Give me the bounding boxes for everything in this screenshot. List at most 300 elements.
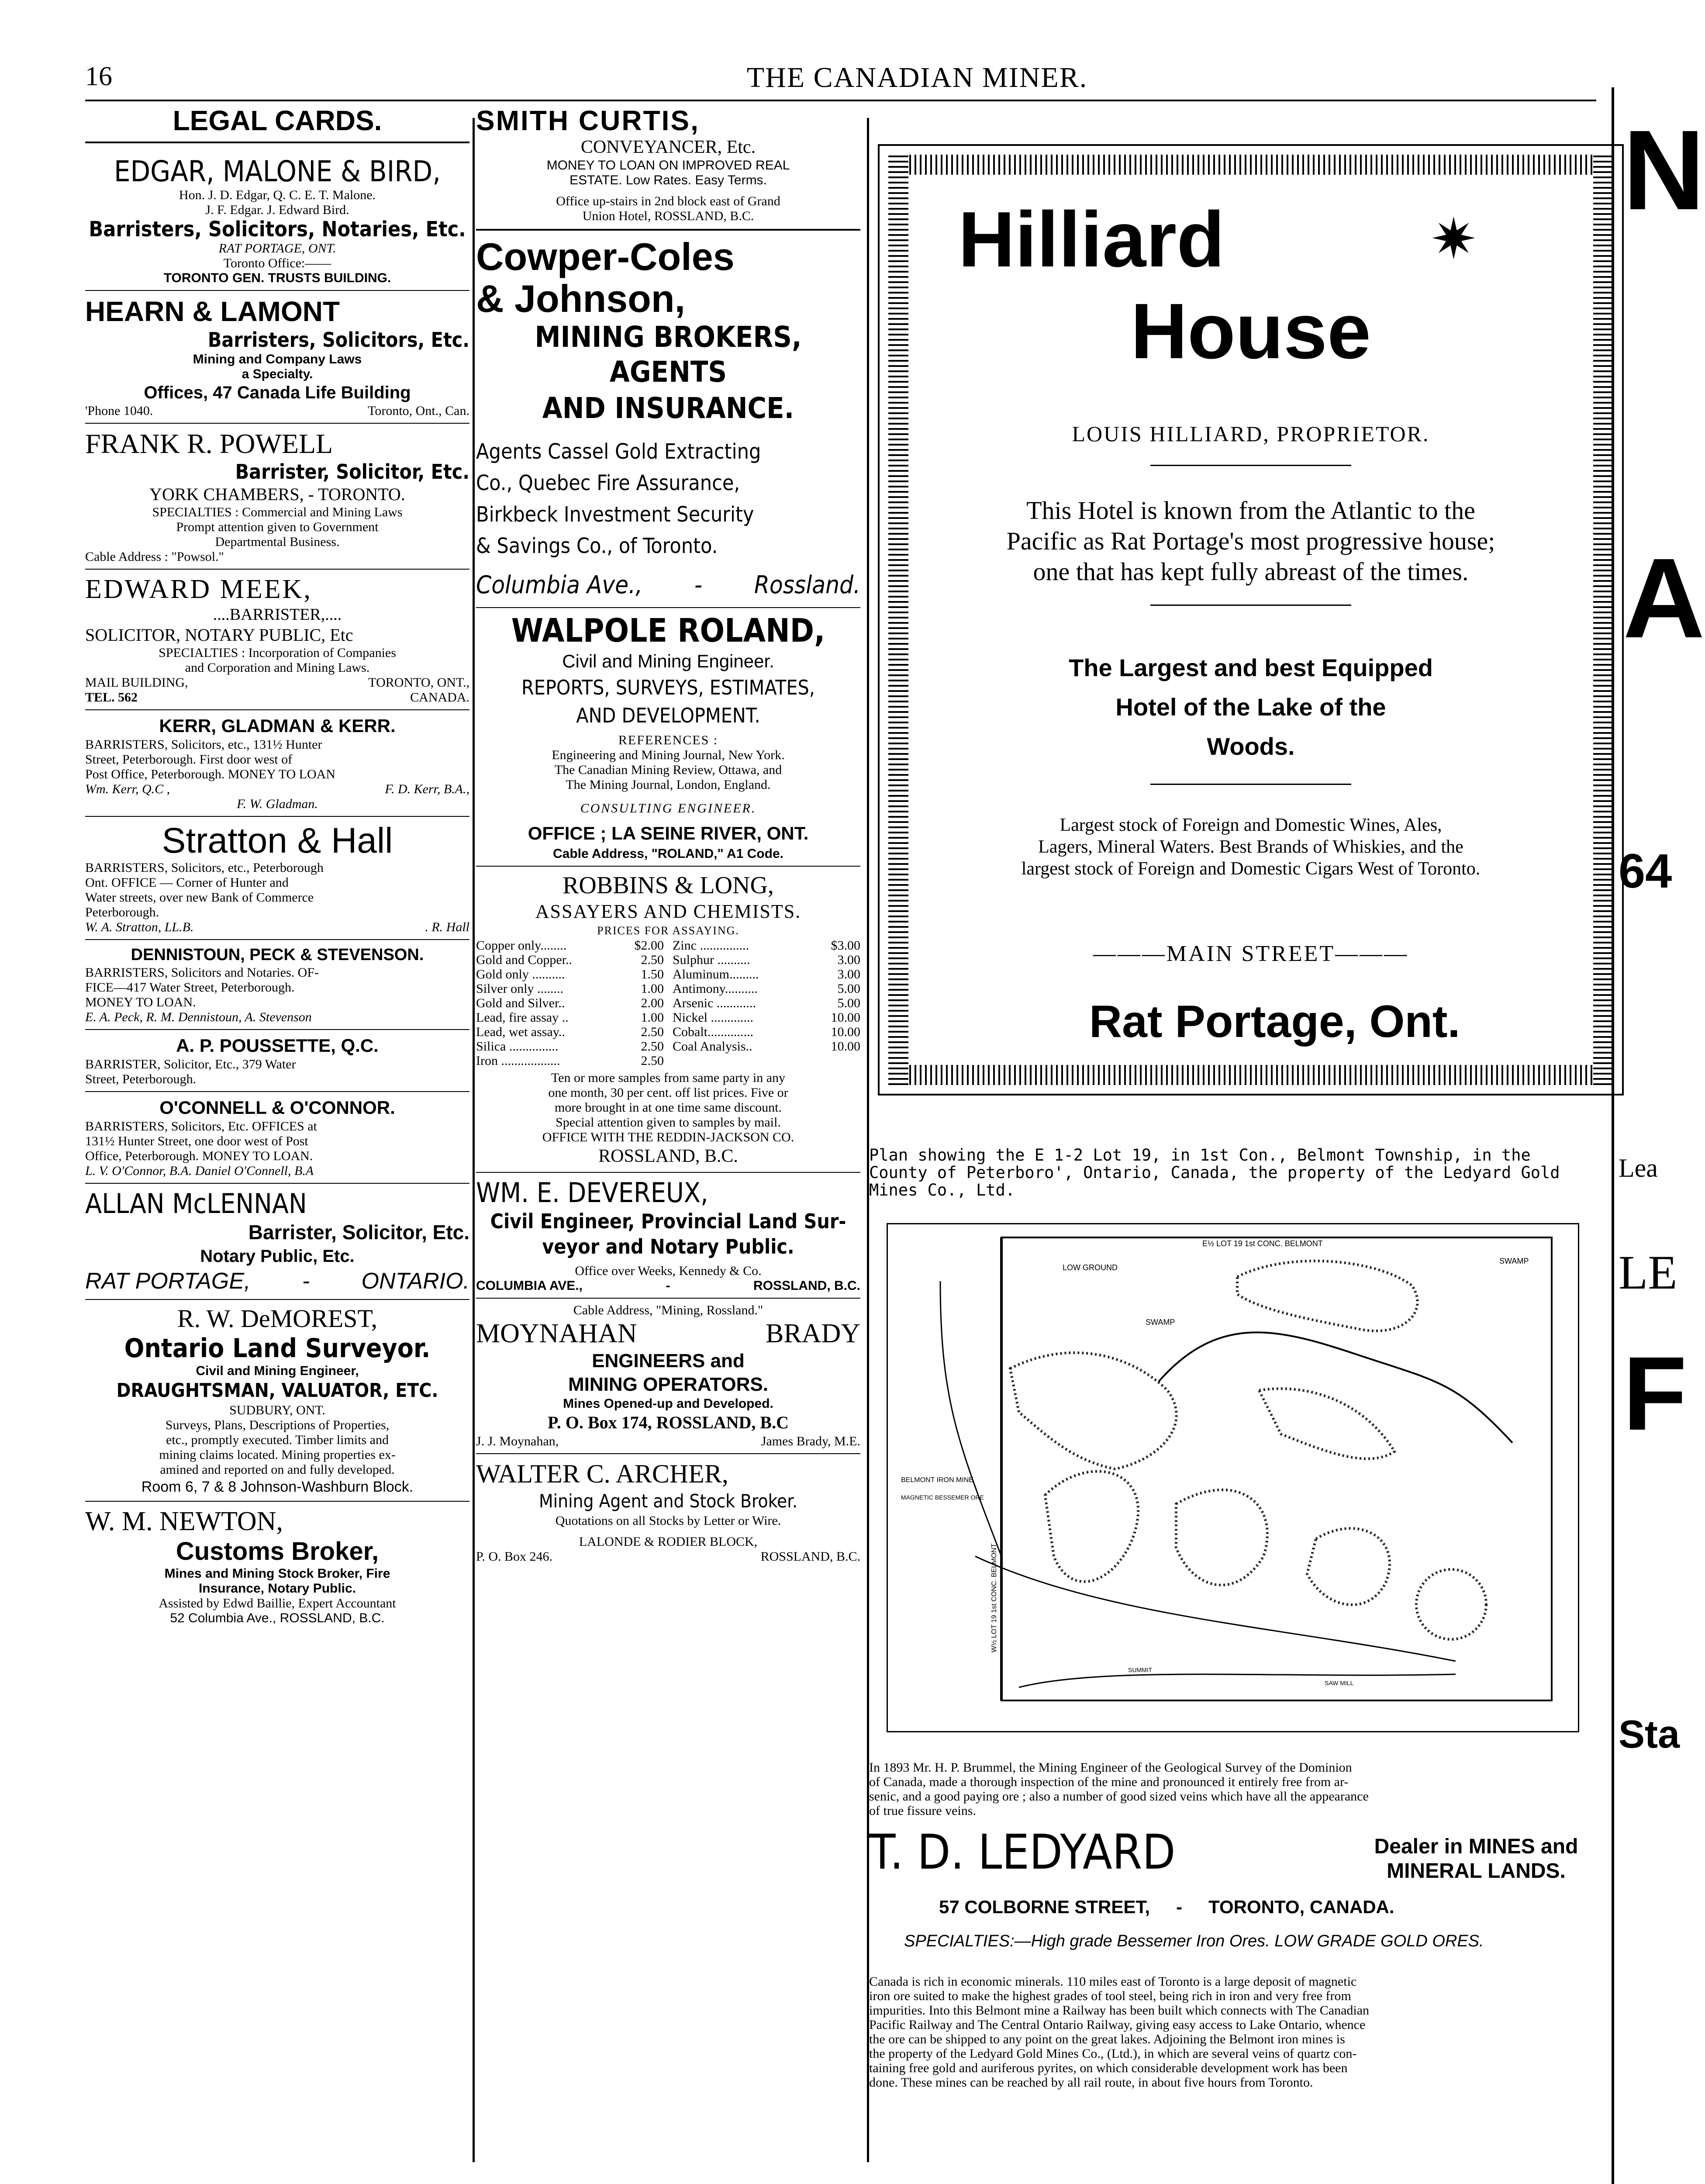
firm-name: O'CONNELL & O'CONNOR. — [159, 1097, 395, 1118]
city: Rat Portage, Ont. — [1089, 996, 1460, 1047]
profession: MINING BROKERS, — [535, 320, 802, 354]
firm-name: ALLAN McLENNAN — [85, 1188, 307, 1220]
firm-name: Cowper-Coles — [476, 235, 735, 278]
address: 131½ Hunter Street, one door west of Post — [85, 1134, 308, 1148]
partner: James Brady, M.E. — [761, 1434, 860, 1448]
divider — [476, 229, 860, 231]
partner: Wm. Kerr, Q.C , — [85, 782, 170, 796]
assay-price: 10.00 — [831, 1039, 860, 1054]
services: Mines and Mining Stock Broker, Fire — [164, 1566, 390, 1581]
firm-name: & Johnson, — [476, 277, 686, 320]
price-row — [673, 938, 860, 953]
feature-line: The Largest and best Equipped — [1069, 654, 1433, 681]
divider — [1150, 605, 1351, 606]
robbins-long-card — [476, 871, 860, 1168]
map-label-low-ground: LOW GROUND — [1063, 1263, 1118, 1272]
discount-note: one month, 30 per cent. off list prices. Five or — [548, 1085, 788, 1100]
city: ROSSLAND, B.C. — [753, 1279, 860, 1293]
services: Mines Opened-up and Developed. — [563, 1396, 773, 1411]
po-box: P. O. Box 246. — [476, 1549, 553, 1564]
dennistoun-card — [85, 944, 469, 1025]
page-number: 16 — [85, 62, 112, 91]
edgar-malone-bird-card — [85, 156, 469, 286]
profession: Civil and Mining Engineer, — [196, 1364, 359, 1378]
address: FICE—417 Water Street, Peterborough. — [85, 980, 295, 995]
street: COLUMBIA AVE., — [476, 1279, 583, 1293]
divider — [85, 709, 469, 710]
profession: Barristers, Solicitors, Notaries, Etc. — [89, 217, 466, 242]
price-row — [673, 967, 860, 981]
paragraph-line: Canada is rich in economic minerals. 110 miles east of Toronto is a large deposit of magnetic — [869, 1974, 1357, 1989]
profession: Ontario Land Surveyor. — [124, 1333, 431, 1364]
city: Rossland. — [754, 571, 860, 599]
specialty: a Specialty. — [242, 367, 313, 381]
assay-item: Aluminum......... — [673, 967, 759, 981]
price-table — [476, 938, 860, 1068]
ledyard-specialties: SPECIALTIES:—High grade Bessemer Iron Ores. LOW GRADE GOLD ORES. — [904, 1932, 1484, 1950]
walpole-roland-card — [476, 612, 860, 861]
assay-price: 10.00 — [831, 1025, 860, 1039]
note-line: of true fissure veins. — [869, 1804, 976, 1818]
room: Room 6, 7 & 8 Johnson-Washburn Block. — [141, 1479, 414, 1495]
smith-curtis-card — [476, 105, 860, 224]
location-row — [85, 1268, 469, 1295]
hilliard-house-ad — [878, 144, 1624, 1095]
divider — [85, 290, 469, 291]
assay-item: Lead, wet assay.. — [476, 1025, 565, 1039]
walter-archer-card — [476, 1458, 860, 1564]
divider — [476, 866, 860, 867]
address: Office, Peterborough. MONEY TO LOAN. — [85, 1149, 313, 1163]
divider — [85, 1029, 469, 1030]
assay-item: Gold only .......... — [476, 967, 565, 981]
price-row — [673, 1010, 860, 1025]
city: SUDBURY, ONT. — [229, 1403, 325, 1417]
assay-price: $2.00 — [634, 938, 664, 953]
location-row — [476, 568, 860, 603]
legal-cards-column — [85, 105, 469, 1626]
office: OFFICE ; LA SEINE RIVER, ONT. — [528, 823, 809, 843]
assay-item: Silica ............... — [476, 1039, 559, 1054]
price-row — [476, 1025, 664, 1039]
frank-powell-card — [85, 428, 469, 564]
assay-item: Copper only........ — [476, 938, 567, 953]
discount-note: more brought in at one time same discount. — [555, 1100, 782, 1115]
address-row — [476, 1549, 860, 1564]
specialties: SPECIALTIES : Incorporation of Companies — [159, 646, 396, 660]
divider — [476, 1298, 860, 1299]
price-row — [476, 1054, 664, 1068]
firm-name: ROBBINS & LONG, — [563, 872, 774, 899]
brokers-column — [476, 105, 860, 1564]
partners: L. V. O'Connor, B.A. Daniel O'Connell, B.A — [85, 1164, 314, 1178]
paragraph-line: impurities. Into this Belmont mine a Railway has been built which connects with The Canadian — [869, 2003, 1370, 2018]
price-row — [476, 981, 664, 996]
address-row — [85, 675, 469, 690]
profession: CONVEYANCER, Etc. — [580, 137, 756, 157]
paragraph-line: iron ore suited to make the highest grades of tool steel, being rich in iron and very free from — [869, 1989, 1351, 2003]
description-line: This Hotel is known from the Atlantic to the — [1026, 496, 1475, 525]
dash: - — [1176, 1897, 1183, 1917]
dash: - — [302, 1268, 310, 1294]
price-row — [476, 967, 664, 981]
partner: F. W. Gladman. — [237, 797, 318, 811]
legal-cards-heading: LEGAL CARDS. — [173, 105, 382, 136]
column-divider-1 — [473, 118, 475, 2162]
city: RAT PORTAGE, — [85, 1268, 251, 1294]
city: TORONTO, CANADA. — [1208, 1897, 1394, 1917]
description: mining claims located. Mining properties ex- — [159, 1448, 396, 1462]
office: Office over Weeks, Kennedy & Co. — [575, 1264, 762, 1278]
price-row — [673, 953, 860, 967]
price-row — [476, 996, 664, 1010]
address-row — [476, 1279, 860, 1293]
divider — [85, 569, 469, 570]
agents: & Savings Co., of Toronto. — [476, 534, 718, 558]
profession: Civil and Mining Engineer. — [562, 651, 774, 671]
divider — [85, 423, 469, 424]
profession: ENGINEERS and — [592, 1350, 745, 1372]
hotel-name-line1: Hilliard — [958, 196, 1225, 283]
feature-line: Woods. — [1207, 733, 1295, 760]
assay-item: Gold and Copper.. — [476, 953, 572, 967]
service: ESTATE. Low Rates. Easy Terms. — [569, 173, 767, 187]
divider — [85, 939, 469, 940]
services: REPORTS, SURVEYS, ESTIMATES, — [521, 676, 815, 699]
address: 52 Columbia Ave., ROSSLAND, B.C. — [170, 1611, 385, 1625]
profession: SOLICITOR, NOTARY PUBLIC, Etc — [85, 625, 353, 645]
cable-address: Cable Address, "ROLAND," A1 Code. — [553, 847, 783, 861]
address: Post Office, Peterborough. MONEY TO LOAN — [85, 767, 336, 781]
address: BARRISTERS, Solicitors and Notaries. OF- — [85, 965, 319, 980]
office: OFFICE WITH THE REDDIN-JACKSON CO. — [542, 1130, 794, 1144]
map-label-summit: SUMMIT — [1128, 1666, 1153, 1673]
price-column-right — [673, 938, 860, 1068]
description: Surveys, Plans, Descriptions of Properties, — [165, 1418, 390, 1432]
hotel-features — [923, 648, 1578, 766]
edge-letter: F — [1623, 1335, 1687, 1452]
mclennan-card — [85, 1188, 469, 1295]
profession: Customs Broker, — [176, 1537, 379, 1565]
partner: J. J. Moynahan, — [476, 1434, 559, 1448]
divider — [85, 1091, 469, 1092]
firm-name: DENNISTOUN, PECK & STEVENSON. — [131, 946, 424, 964]
firm-name: R. W. DeMOREST, — [177, 1304, 378, 1333]
map-label-east-half: E½ LOT 19 1st CONC. BELMONT — [1202, 1239, 1323, 1248]
page-title: THE CANADIAN MINER. — [746, 62, 1088, 93]
office: Office up-stairs in 2nd block east of Grand — [556, 194, 780, 208]
stock-line: Lagers, Mineral Waters. Best Brands of Whiskies, and the — [1038, 837, 1463, 857]
paragraph-line: taining free gold and auriferous pyrites, on which considerable development work has been — [869, 2061, 1348, 2075]
city: ROSSLAND, B.C. — [760, 1549, 860, 1564]
specialty: Mining and Company Laws — [193, 352, 362, 366]
address: Ont. OFFICE — Corner of Hunter and — [85, 875, 289, 890]
divider — [1150, 465, 1351, 466]
telephone: TEL. 562 — [85, 690, 138, 705]
hearn-lamont-card — [85, 295, 469, 418]
hotel-name-line2: House — [1130, 287, 1371, 375]
address: BARRISTERS, Solicitors, Etc. OFFICES at — [85, 1119, 317, 1133]
divider — [85, 142, 469, 143]
divider — [476, 1172, 860, 1173]
office-address: Offices, 47 Canada Life Building — [144, 383, 411, 402]
address: Peterborough. — [85, 905, 159, 919]
map-label-swamp: SWAMP — [1499, 1257, 1529, 1265]
adjacent-page-edge — [1612, 87, 1705, 2184]
profession: ASSAYERS AND CHEMISTS. — [535, 901, 801, 922]
map-label-west-half: W½ LOT 19 1st CONC. BELMONT — [991, 1543, 998, 1652]
province: ONTARIO. — [361, 1268, 469, 1294]
partners: E. A. Peck, R. M. Dennistoun, A. Stevenson — [85, 1010, 312, 1024]
prices-heading: PRICES FOR ASSAYING. — [597, 924, 739, 937]
reference: Engineering and Mining Journal, New York. — [552, 748, 785, 762]
firm-name: WM. E. DEVEREUX, — [476, 1177, 708, 1209]
ledyard-name: T. D. LEDYARD — [869, 1824, 1176, 1880]
service: MONEY TO LOAN ON IMPROVED REAL — [546, 158, 790, 173]
profession: MINING OPERATORS. — [568, 1374, 768, 1395]
partner: F. D. Kerr, B.A., — [385, 782, 469, 796]
edge-text: LE — [1619, 1246, 1677, 1299]
assay-price: 1.00 — [641, 981, 664, 996]
price-column-left — [476, 938, 664, 1068]
edge-text: Sta — [1619, 1713, 1680, 1756]
discount-note: Ten or more samples from same party in any — [551, 1071, 786, 1085]
firm-name: KERR, GLADMAN & KERR. — [159, 715, 396, 736]
specialties: Departmental Business. — [215, 535, 340, 549]
assay-item: Sulphur .......... — [673, 953, 750, 967]
address: Street, Peterborough. First door west of — [85, 752, 293, 767]
mail-building: MAIL BUILDING, — [85, 675, 188, 690]
assay-item: Arsenic ............ — [673, 996, 756, 1010]
specialties: and Corporation and Mining Laws. — [185, 660, 370, 675]
edge-number: 64 — [1619, 844, 1672, 898]
assay-price: 5.00 — [837, 981, 860, 996]
brummel-note — [869, 1760, 1607, 1818]
assay-price: 2.50 — [641, 1054, 664, 1068]
cowper-coles-card — [476, 236, 860, 603]
property-map — [887, 1223, 1579, 1732]
partner: W. A. Stratton, LL.B. — [85, 920, 194, 934]
assay-item: Iron .................. — [476, 1054, 560, 1068]
hotel-stock — [923, 814, 1578, 880]
assay-item: Gold and Silver.. — [476, 996, 565, 1010]
assay-price: 3.00 — [837, 967, 860, 981]
demorest-card — [85, 1304, 469, 1496]
profession: ....BARRISTER,.... — [213, 605, 342, 624]
stock-line: Largest stock of Foreign and Domestic Wines, Ales, — [1060, 815, 1442, 835]
caption-line: County of Peterboro', Ontario, Canada, the property of the Ledyard Gold — [869, 1163, 1560, 1182]
office: Union Hotel, ROSSLAND, B.C. — [582, 209, 754, 223]
firm-name: EDWARD MEEK, — [85, 574, 312, 604]
devereux-card — [476, 1177, 860, 1293]
divider — [85, 1299, 469, 1300]
map-label-saw-mill: SAW MILL — [1325, 1679, 1354, 1686]
assay-item: Silver only ........ — [476, 981, 563, 996]
toronto-office: Toronto Office:—— — [223, 256, 331, 270]
assay-item: Coal Analysis.. — [673, 1039, 752, 1054]
kerr-gladman-card — [85, 715, 469, 812]
assay-price: 5.00 — [837, 996, 860, 1010]
divider — [476, 1453, 860, 1454]
stock-line: largest stock of Foreign and Domestic Cigars West of Toronto. — [1021, 859, 1481, 879]
edge-text: Lea — [1619, 1154, 1658, 1182]
assay-price: $3.00 — [831, 938, 860, 953]
partners: J. F. Edgar. J. Edward Bird. — [205, 203, 349, 217]
partners-row — [85, 920, 469, 935]
firm-name: FRANK R. POWELL — [85, 428, 333, 459]
assay-price: 2.50 — [641, 953, 664, 967]
map-label-swamp: SWAMP — [1146, 1318, 1175, 1327]
hotel-description — [923, 495, 1578, 587]
firm-name: WALPOLE ROLAND, — [511, 612, 825, 650]
firm-name: SMITH CURTIS, — [476, 105, 700, 136]
agents: Co., Quebec Fire Assurance, — [476, 471, 740, 495]
partners-row — [476, 1434, 860, 1449]
divider — [476, 607, 860, 608]
paragraph-line: done. These mines can be reached by all rail route, in about five hours from Toronto. — [869, 2075, 1313, 2090]
partner-name: BRADY — [765, 1319, 860, 1348]
address: Water streets, over new Bank of Commerce — [85, 890, 314, 905]
caption-line: Mines Co., Ltd. — [869, 1181, 1015, 1199]
specialties: SPECIALTIES : Commercial and Mining Laws — [152, 505, 403, 519]
note-line: of Canada, made a thorough inspection of the mine and pronounced it entirely free from ar- — [869, 1775, 1349, 1789]
paragraph-line: Pacific Railway and The Central Ontario Railway, giving easy access to Lake Ontario, whence — [869, 2018, 1366, 2032]
proprietor: LOUIS HILLIARD, PROPRIETOR. — [1072, 422, 1430, 446]
assay-price: 10.00 — [831, 1010, 860, 1025]
address: P. O. Box 174, ROSSLAND, B.C — [548, 1413, 789, 1432]
map-caption — [869, 1147, 1612, 1199]
building: LALONDE & RODIER BLOCK, — [579, 1534, 758, 1549]
cable-address: Cable Address, "Mining, Rossland." — [573, 1303, 763, 1317]
specialties: Prompt attention given to Government — [176, 520, 379, 534]
assay-price: 2.00 — [641, 996, 664, 1010]
city: ROSSLAND, B.C. — [598, 1146, 738, 1166]
profession: Barrister, Solicitor, Etc. — [248, 1221, 469, 1244]
address: BARRISTER, Solicitor, Etc., 379 Water — [85, 1057, 296, 1071]
poussette-card — [85, 1034, 469, 1087]
address: Street, Peterborough. — [85, 1072, 197, 1086]
assay-item: Antimony.......... — [673, 981, 758, 996]
consulting: CONSULTING ENGINEER. — [580, 801, 756, 816]
border-hatch-bottom — [888, 1065, 1613, 1085]
partners: Hon. J. D. Edgar, Q. C. E. T. Malone. — [179, 188, 376, 202]
divider — [85, 1183, 469, 1184]
assay-item: Nickel ............. — [673, 1010, 753, 1025]
description: etc., promptly executed. Timber limits and — [166, 1433, 389, 1447]
dash: - — [694, 571, 703, 599]
price-row — [476, 1039, 664, 1054]
stratton-hall-card — [85, 821, 469, 935]
firm-name: HEARN & LAMONT — [85, 296, 340, 327]
assay-price: 1.50 — [641, 967, 664, 981]
edge-letter: N — [1623, 107, 1705, 234]
street: ———MAIN STREET——— — [1093, 941, 1409, 966]
firm-name: EDGAR, MALONE & BIRD, — [114, 155, 441, 188]
price-row — [476, 938, 664, 953]
note-line: In 1893 Mr. H. P. Brummel, the Mining Engineer of the Geological Survey of the Dominion — [869, 1760, 1352, 1775]
cable-address: Cable Address : "Powsol." — [85, 549, 224, 564]
address: BARRISTERS, Solicitors, etc., Peterborough — [85, 860, 324, 875]
feature-line: Hotel of the Lake of the — [1115, 693, 1386, 721]
profession: AND INSURANCE. — [542, 391, 794, 425]
star-icon: ✷ — [1430, 208, 1477, 271]
price-row — [673, 1039, 860, 1054]
ledyard-paragraph — [869, 1974, 1612, 2090]
profession: AGENTS — [609, 355, 727, 389]
partner-name: MOYNAHAN — [476, 1319, 637, 1348]
profession: Notary Public, Etc. — [200, 1247, 355, 1266]
profession: veyor and Notary Public. — [542, 1235, 794, 1258]
paragraph-line: the property of the Ledyard Gold Mines Co., (Ltd.), in which are several veins of quartz con- — [869, 2046, 1357, 2061]
phone: 'Phone 1040. — [85, 404, 153, 418]
oconnell-card — [85, 1096, 469, 1178]
ledyard-dealer — [1354, 1835, 1598, 1883]
agents: Birkbeck Investment Security — [476, 502, 754, 527]
firm-name-row — [476, 1318, 860, 1349]
country: CANADA. — [410, 690, 469, 705]
header-rule — [85, 100, 1596, 101]
dealer-line: Dealer in MINES and — [1374, 1835, 1578, 1858]
description: amined and reported on and fully developed. — [160, 1462, 395, 1477]
profession: Barristers, Solicitors, Etc. — [207, 328, 469, 352]
assistant: Assisted by Edwd Baillie, Expert Accountant — [159, 1596, 396, 1610]
ledyard-address — [939, 1896, 1594, 1918]
newton-card — [85, 1506, 469, 1626]
city: Toronto, Ont., Can. — [368, 404, 469, 418]
price-row — [673, 996, 860, 1010]
address: YORK CHAMBERS, - TORONTO. — [149, 484, 405, 504]
map-drawing — [888, 1224, 1578, 1731]
price-row — [673, 981, 860, 996]
assay-item: Cobalt.............. — [673, 1025, 753, 1039]
reference: The Canadian Mining Review, Ottawa, and — [554, 763, 782, 777]
edward-meek-card — [85, 574, 469, 705]
dealer-line: MINERAL LANDS. — [1387, 1859, 1566, 1883]
firm-name: A. P. POUSSETTE, Q.C. — [176, 1035, 379, 1056]
price-row — [476, 1010, 664, 1025]
partners-row — [85, 782, 469, 797]
discount-note: Special attention given to samples by mail. — [556, 1115, 781, 1130]
divider — [85, 1501, 469, 1502]
firm-name: WALTER C. ARCHER, — [476, 1459, 728, 1488]
edge-letter: A — [1623, 535, 1705, 662]
description-line: one that has kept fully abreast of the times. — [1033, 557, 1469, 586]
contact-row — [85, 404, 469, 418]
caption-line: Plan showing the E 1-2 Lot 19, in 1st Con., Belmont Township, in the — [869, 1146, 1531, 1165]
profession: Barrister, Solicitor, Etc. — [235, 460, 469, 484]
references-label: REFERENCES : — [618, 733, 718, 747]
divider — [85, 816, 469, 817]
services: Insurance, Notary Public. — [198, 1581, 356, 1596]
price-row — [476, 953, 664, 967]
quotations: Quotations on all Stocks by Letter or Wire. — [555, 1514, 781, 1528]
assay-item: Zinc ............... — [673, 938, 749, 953]
profession: DRAUGHTSMAN, VALUATOR, ETC. — [116, 1379, 438, 1402]
description-line: Pacific as Rat Portage's most progressive house; — [1006, 527, 1495, 555]
street: Columbia Ave., — [476, 571, 643, 599]
profession: Civil Engineer, Provincial Land Sur- — [490, 1209, 846, 1233]
phone-row — [85, 690, 469, 705]
profession: Mining Agent and Stock Broker. — [539, 1490, 797, 1512]
assay-price: 1.00 — [641, 1010, 664, 1025]
moynahan-brady-card — [476, 1303, 860, 1449]
note-line: senic, and a good paying ore ; also a number of good sized veins which have all the appearance — [869, 1789, 1369, 1804]
building: TORONTO GEN. TRUSTS BUILDING. — [163, 271, 391, 285]
location: RAT PORTAGE, ONT. — [218, 241, 336, 256]
address: BARRISTERS, Solicitors, etc., 131½ Hunter — [85, 737, 322, 752]
partner: . R. Hall — [425, 920, 469, 934]
map-label-belmont-mine: BELMONT IRON MINE — [901, 1476, 973, 1484]
